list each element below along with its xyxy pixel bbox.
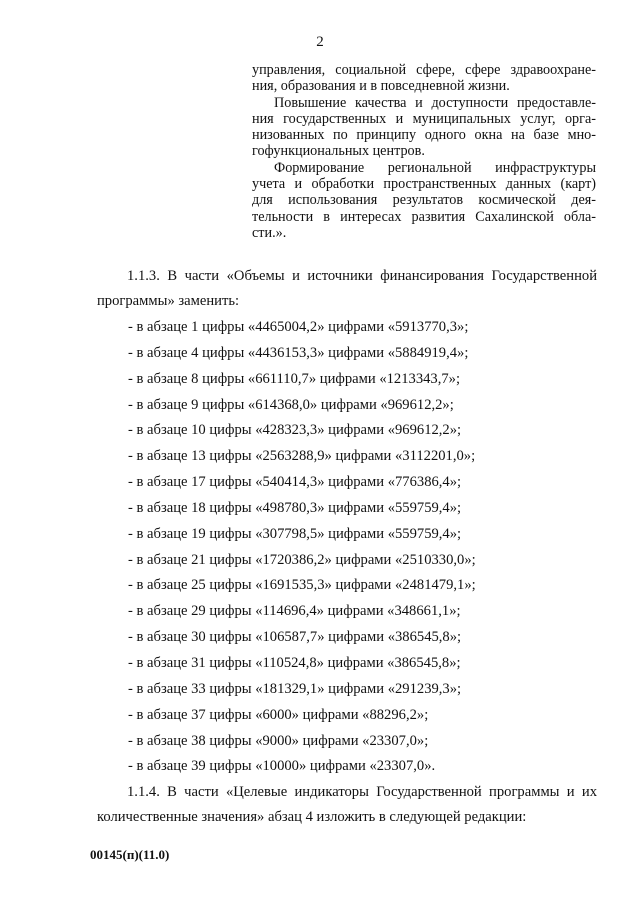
continuation-line: Повышение качества и доступности предоставле-: [274, 94, 596, 111]
section-heading-text: 1.1.4. В части «Целевые индикаторы Государственной программы и их количественные значения» абзац 4 изложить в следующей редакции:: [97, 784, 597, 825]
list-item: - в абзаце 31 цифры «110524,8» цифрами «386545,8»;: [128, 654, 461, 671]
list-item: - в абзаце 19 цифры «307798,5» цифрами «559759,4»;: [128, 525, 462, 542]
list-item: - в абзаце 30 цифры «106587,7» цифрами «386545,8»;: [128, 629, 462, 646]
list-item: - в абзаце 33 цифры «181329,1» цифрами «291239,3»;: [128, 680, 462, 697]
list-item: - в абзаце 17 цифры «540414,3» цифрами «776386,4»;: [128, 474, 462, 491]
continuation-line: учета и обработки пространственных данных (карт): [252, 176, 596, 193]
list-item: - в абзаце 29 цифры «114696,4» цифрами «348661,1»;: [128, 603, 461, 620]
section-heading-text: 1.1.3. В части «Объемы и источники финансирования Государственной программы» заменить:: [97, 268, 597, 309]
list-item: - в абзаце 8 цифры «661110,7» цифрами «1213343,7»;: [128, 370, 461, 387]
list-item: - в абзаце 25 цифры «1691535,3» цифрами «2481479,1»;: [128, 577, 476, 594]
list-item: - в абзаце 9 цифры «614368,0» цифрами «969612,2»;: [128, 396, 454, 413]
continuation-line: тельности в интересах развития Сахалинской обла-: [252, 208, 596, 225]
continuation-line: управления, социальной сфере, сфере здравоохране-: [252, 62, 596, 78]
list-item: - в абзаце 18 цифры «498780,3» цифрами «559759,4»;: [128, 499, 462, 516]
continuation-line: ния государственных и муниципальных услуг, орга-: [252, 110, 596, 127]
continuation-line: для использования результатов космической дея-: [252, 192, 596, 209]
list-item: - в абзаце 38 цифры «9000» цифрами «23307,0»;: [128, 732, 429, 749]
list-item: - в абзаце 13 цифры «2563288,9» цифрами «3112201,0»;: [128, 448, 476, 465]
continuation-block: [252, 62, 596, 241]
section-1-1-3-heading: [97, 264, 597, 314]
list-item: - в абзаце 4 цифры «4436153,3» цифрами «5884919,4»;: [128, 344, 469, 361]
continuation-line: ния, образования и в повседневной жизни.: [252, 78, 510, 95]
document-code: 00145(п)(11.0): [90, 847, 170, 862]
page-number: 2: [316, 34, 324, 50]
continuation-line: гофункциональных центров.: [252, 143, 425, 160]
replacement-list: [128, 318, 476, 783]
section-1-1-4-heading: [97, 780, 597, 830]
continuation-line: Формирование региональной инфраструктуры: [274, 159, 596, 176]
list-item: - в абзаце 1 цифры «4465004,2» цифрами «5913770,3»;: [128, 319, 469, 335]
list-item: - в абзаце 37 цифры «6000» цифрами «88296,2»;: [128, 706, 429, 723]
continuation-line: низованных по принципу одного окна на базе мно-: [252, 127, 596, 144]
list-item: - в абзаце 21 цифры «1720386,2» цифрами «2510330,0»;: [128, 551, 476, 568]
list-item: - в абзаце 10 цифры «428323,3» цифрами «969612,2»;: [128, 422, 462, 439]
list-item: - в абзаце 39 цифры «10000» цифрами «23307,0».: [128, 758, 436, 775]
continuation-line: сти.».: [252, 224, 287, 241]
